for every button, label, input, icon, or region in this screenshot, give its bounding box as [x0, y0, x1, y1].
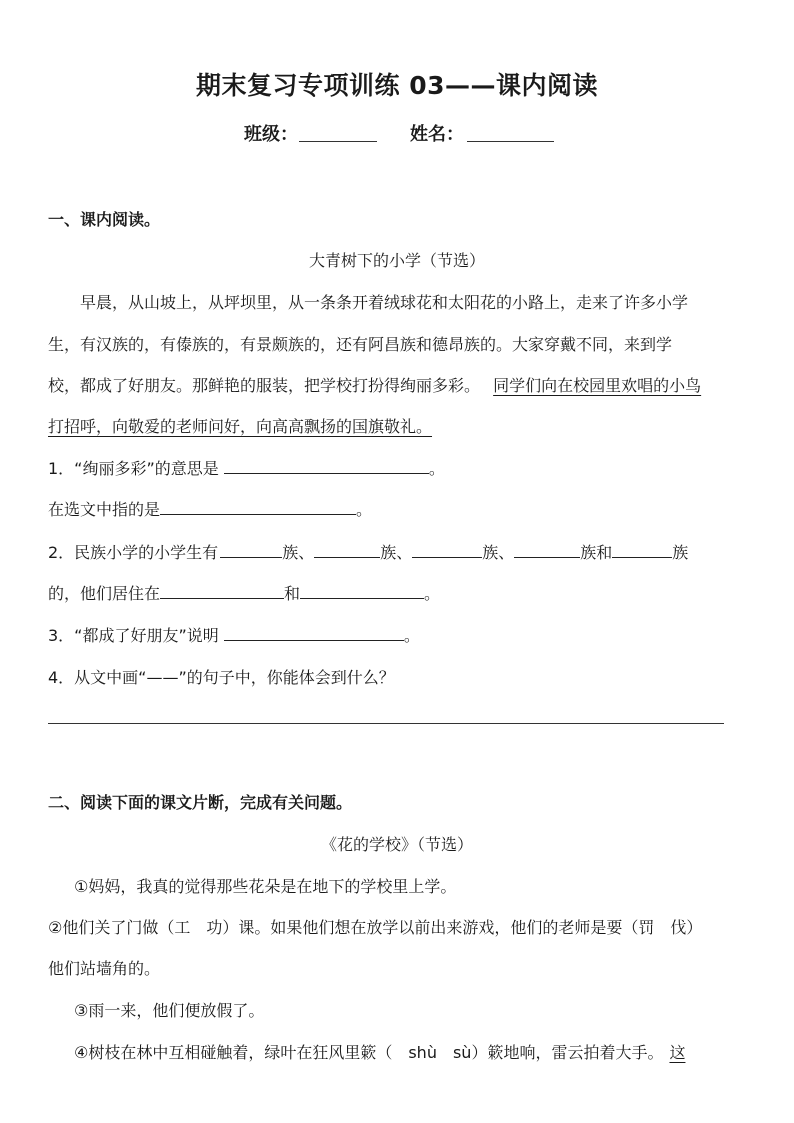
answer-blank-2f[interactable]: [160, 582, 284, 599]
ethnic-suffix-end: 族: [672, 543, 689, 562]
section1-passage-title: 大青树下的小学（节选）: [308, 251, 485, 270]
answer-blank-2a[interactable]: [220, 541, 282, 558]
question-1b-end: 。: [356, 500, 373, 519]
question-2-line2-text: 的，他们居住在: [48, 584, 161, 603]
page-title: 期末复习专项训练 03——课内阅读: [196, 71, 598, 100]
answer-blank-2d[interactable]: [514, 541, 580, 558]
section2-para-2-line1: ②他们关了门做（工 功）课。如果他们想在放学以前出来游戏，他们的老师是要（罚 伐）: [48, 918, 703, 937]
section2-para-3: ③雨一来，他们便放假了。: [74, 1001, 265, 1020]
ethnic-suffix: 族、: [482, 543, 515, 562]
ethnic-suffix: 族、: [380, 543, 413, 562]
section2-para-1: ①妈妈，我真的觉得那些花朵是在地下的学校里上学。: [74, 877, 457, 896]
question-1a-text: 1．“绚丽多彩”的意思是: [48, 459, 219, 478]
ethnic-suffix: 族、: [282, 543, 315, 562]
answer-blank-3[interactable]: [224, 624, 404, 641]
question-2-line1: [48, 540, 688, 563]
question-2-text: 2．民族小学的小学生有: [48, 543, 219, 562]
question-3-end: 。: [403, 626, 420, 645]
name-blank[interactable]: [467, 141, 554, 142]
answer-blank-2b[interactable]: [314, 541, 380, 558]
name-label: 姓名：: [410, 124, 464, 145]
section1-para-line1: 早晨，从山坡上，从坪坝里，从一条条开着绒球花和太阳花的小路上，走来了许多小学: [80, 293, 689, 312]
answer-blank-2c[interactable]: [412, 541, 482, 558]
para-line3-plain: 校，都成了好朋友。那鲜艳的服装，把学校打扮得绚丽多彩。: [48, 376, 481, 395]
answer-blank-1b[interactable]: [160, 498, 356, 515]
section2-para-4-text: ④树枝在林中互相碰触着，绿叶在狂风里簌（ shù sù）簌地响，雷云拍着大手。: [74, 1043, 664, 1062]
question-3-text: 3．“都成了好朋友”说明: [48, 626, 219, 645]
section2-passage-title: 《花的学校》（节选）: [320, 835, 473, 854]
answer-blank-1a[interactable]: [224, 457, 429, 474]
question-2-line2: [48, 581, 440, 604]
para-line3-underlined: 同学们向在校园里欢唱的小鸟: [493, 376, 702, 395]
answer-blank-2e[interactable]: [612, 541, 672, 558]
ethnic-suffix-and: 族和: [580, 543, 613, 562]
question-1a: [48, 456, 445, 479]
class-blank[interactable]: [299, 141, 377, 142]
section2-para-2-line2: 他们站墙角的。: [48, 959, 161, 978]
section2-para-4-underlined: 这: [669, 1043, 686, 1062]
conjunction-and: 和: [284, 584, 301, 603]
question-1a-end: 。: [428, 459, 445, 478]
question-2-end: 。: [424, 584, 441, 603]
question-1b: [48, 497, 372, 520]
answer-blank-2g[interactable]: [300, 582, 424, 599]
para-line4-underlined: 打招呼，向敬爱的老师问好，向高高飘扬的国旗敬礼。: [48, 417, 433, 436]
class-label: 班级：: [244, 124, 298, 145]
section1-heading: 一、课内阅读。: [48, 210, 161, 229]
question-3: [48, 623, 420, 646]
section2-heading: 二、阅读下面的课文片断，完成有关问题。: [48, 793, 353, 812]
question-1b-text: 在选文中指的是: [48, 500, 161, 519]
section2-para-4: [74, 1040, 685, 1063]
answer-line-4[interactable]: [48, 723, 724, 724]
question-4: 4．从文中画“——”的句子中，你能体会到什么？: [48, 668, 395, 687]
section1-para-line3: [48, 373, 701, 396]
section1-para-line2: 生，有汉族的，有傣族的，有景颇族的，还有阿昌族和德昂族的。大家穿戴不同，来到学: [48, 335, 673, 354]
